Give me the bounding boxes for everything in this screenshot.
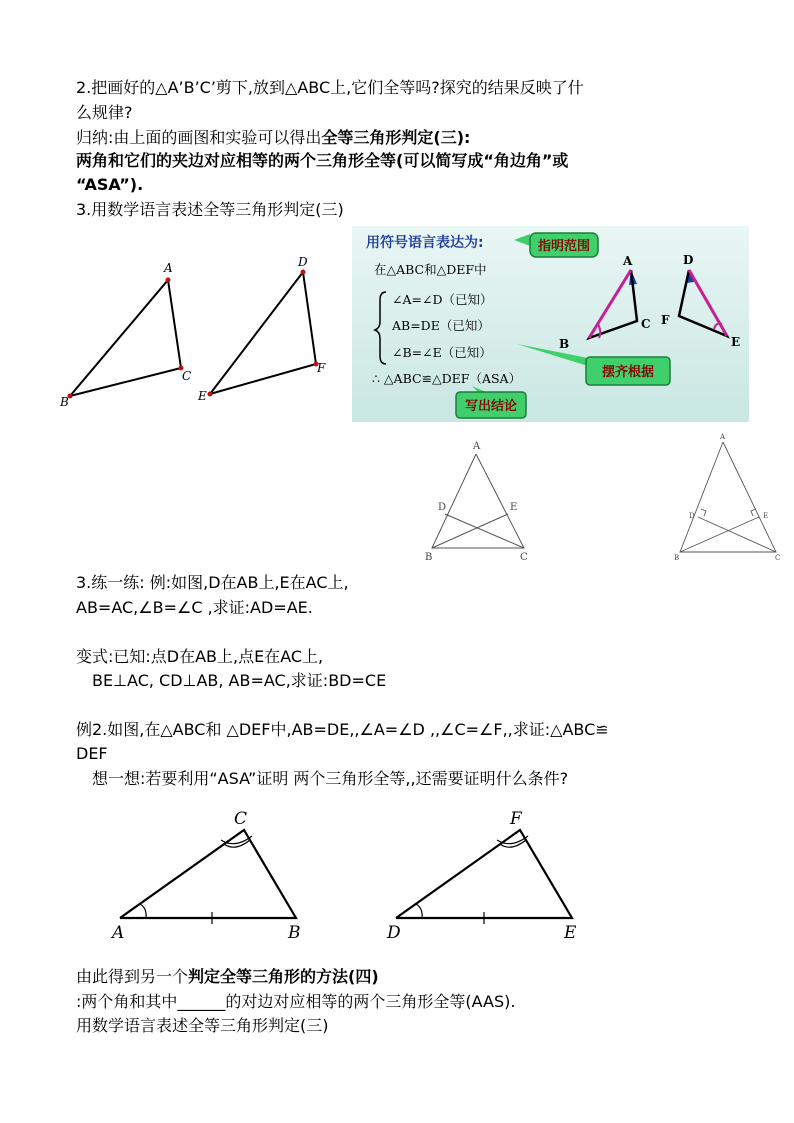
text-line: 用数学语言表述全等三角形判定(三) — [76, 1016, 329, 1035]
text-line — [76, 127, 470, 149]
text-line: AB=AC,∠B=∠C ,求证:AD=AE. — [76, 598, 313, 617]
text-line: 两角和它们的夹边对应相等的两个三角形全等(可以简写成“角边角”或 — [76, 151, 569, 170]
bubble-scope: 指明范围 — [537, 239, 591, 254]
label-b: B — [425, 552, 433, 563]
asa-symbol-panel — [352, 226, 749, 422]
text-line: DEF — [76, 744, 108, 763]
label-d: D — [387, 923, 401, 943]
panel-label-b: B — [559, 337, 570, 351]
label-b: B — [288, 923, 301, 943]
label-d: D — [298, 255, 308, 269]
bubble-conclusion: 写出结论 — [464, 399, 518, 414]
panel-cond2: AB=DE（已知） — [392, 318, 490, 333]
label-d: D — [689, 512, 695, 520]
label-a: A — [720, 433, 726, 441]
text-line: BE⊥AC, CD⊥AB, AB=AC,求证:BD=CE — [92, 671, 387, 690]
text-line: 变式:已知:点D在AB上,点E在AC上, — [76, 647, 324, 666]
text-line: 2.把画好的△A’B’C’剪下,放到△ABC上,它们全等吗?探究的结果反映了什 — [76, 78, 584, 97]
text-line: :两个角和其中______的对边对应相等的两个三角形全等(AAS). — [76, 992, 516, 1011]
text-line: 想一想:若要利用“ASA”证明 两个三角形全等,,还需要证明什么条件? — [92, 769, 569, 788]
label-d: D — [438, 502, 447, 513]
bubble-reason: 摆齐根据 — [601, 365, 655, 380]
label-a: A — [473, 441, 481, 452]
label-c: C — [520, 552, 528, 563]
panel-conclusion: ∴ △ABC≌△DEF（ASA） — [372, 371, 522, 386]
triangle-def — [210, 272, 316, 394]
panel-title: 用符号语言表达为: — [366, 235, 484, 251]
text-line: “ASA”). — [76, 175, 144, 194]
label-c: C — [182, 369, 192, 383]
label-b: B — [60, 395, 69, 409]
label-a: A — [164, 261, 173, 275]
label-f: F — [510, 809, 522, 829]
label-e: E — [510, 502, 518, 513]
text-line: 3.练一练: 例:如图,D在AB上,E在AC上, — [76, 573, 349, 592]
label-b: B — [674, 554, 680, 562]
figure-triangles-aas — [100, 802, 610, 952]
label-e: E — [763, 512, 769, 520]
text-line: 么规律? — [76, 103, 133, 122]
text-span: 归纳:由上面的画图和实验可以得出 — [76, 128, 322, 147]
triangle-abc — [120, 830, 296, 918]
label-f: F — [317, 361, 326, 375]
panel-label-c: C — [641, 317, 651, 331]
label-c: C — [775, 554, 781, 562]
figure-isosceles-cross — [420, 436, 540, 566]
figure-triangles-abc-def — [58, 254, 348, 412]
label-e: E — [564, 923, 577, 943]
panel-cond1: ∠A=∠D（已知） — [392, 292, 493, 307]
label-e: E — [198, 389, 207, 403]
text-line: 例2.如图,在△ABC和 △DEF中,AB=DE,,∠A=∠D ,,∠C=∠F,,求证:△ABC≌ — [76, 720, 609, 739]
label-c: C — [234, 809, 248, 829]
panel-label-e: E — [731, 335, 741, 349]
panel-label-f: F — [661, 313, 670, 327]
panel-cond3: ∠B=∠E（已知） — [392, 345, 492, 360]
text-span-bold: 判定全等三角形的方法(四) — [188, 967, 379, 986]
text-span: 由此得到另一个 — [76, 967, 189, 986]
panel-intro: 在△ABC和△DEF中 — [374, 262, 487, 277]
text-span-bold: 全等三角形判定(三): — [321, 128, 471, 147]
triangle-def — [396, 830, 572, 918]
text-line — [76, 966, 379, 988]
label-a: A — [112, 923, 125, 943]
panel-label-a: A — [623, 254, 633, 268]
text-line: 3.用数学语言表述全等三角形判定(三) — [76, 200, 344, 219]
panel-label-d: D — [683, 253, 694, 267]
triangle-abc — [70, 280, 181, 396]
figure-isosceles-perpendicular — [668, 430, 788, 568]
